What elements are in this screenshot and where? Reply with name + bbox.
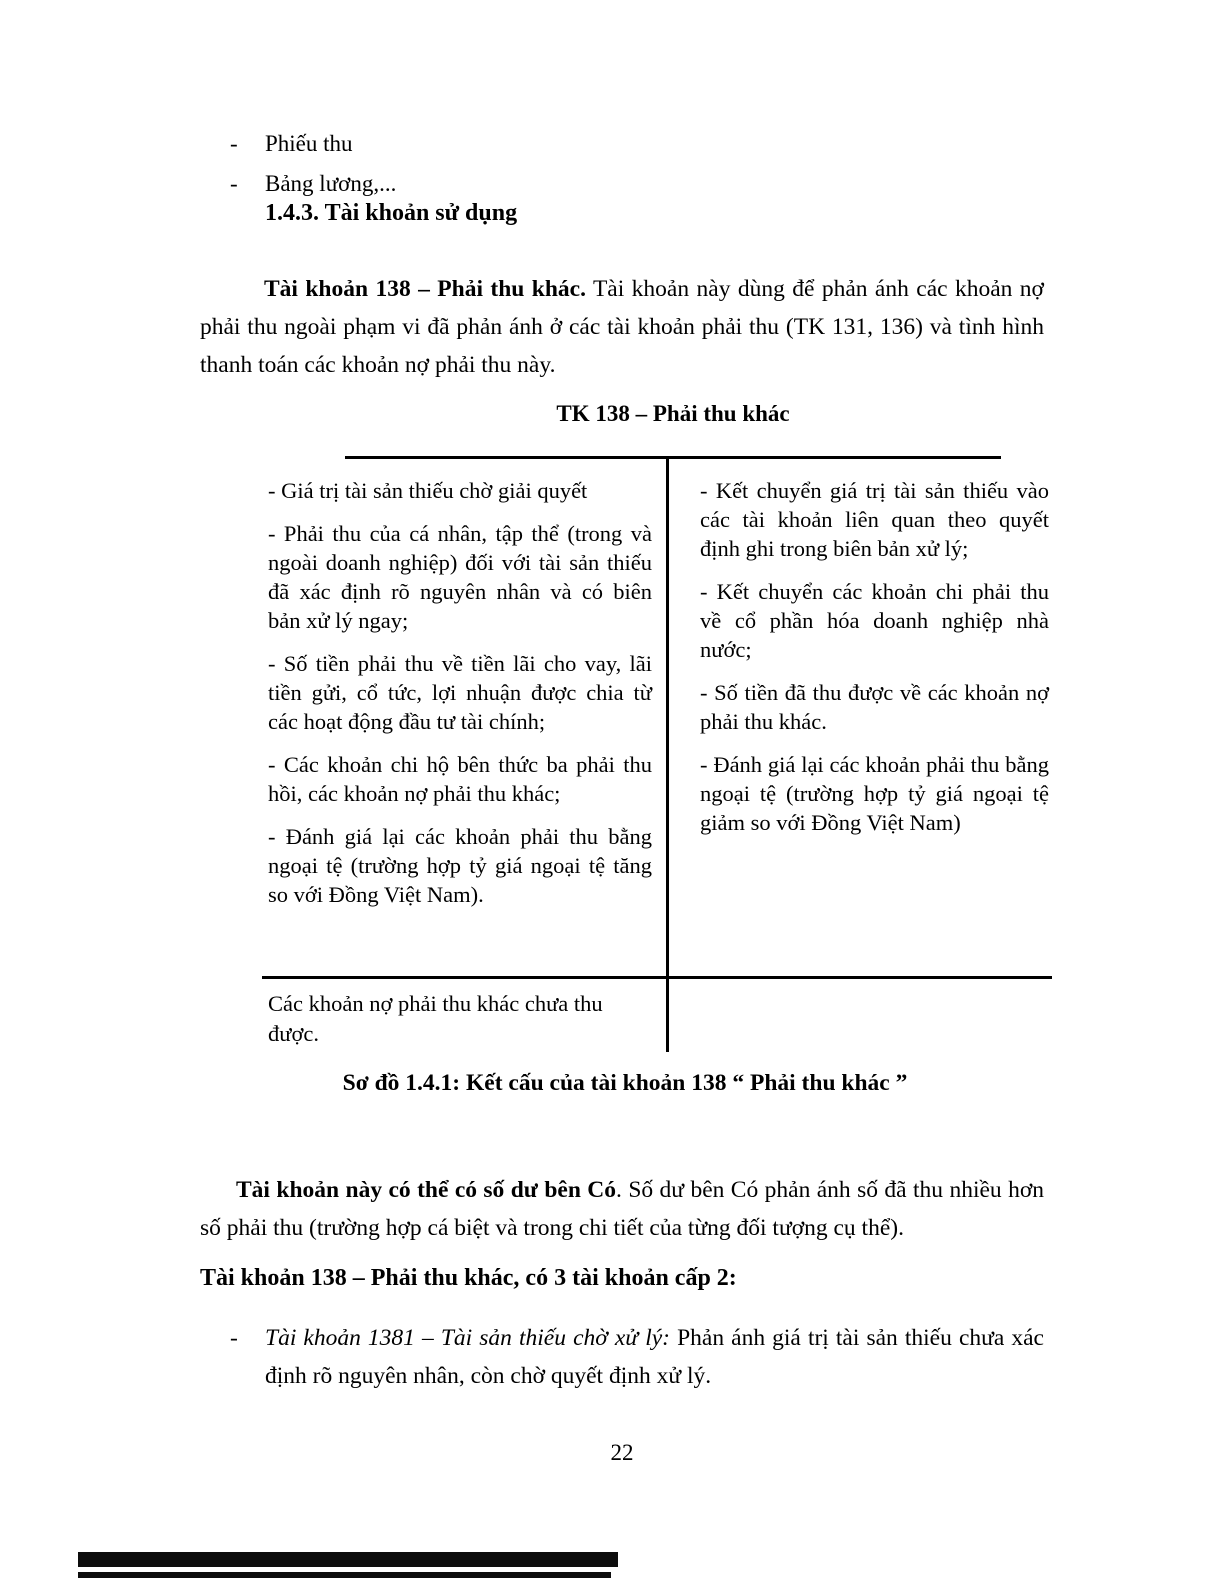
intro-paragraph-lead: Tài khoản 138 – Phải thu khác. — [264, 275, 586, 302]
credit-item: - Đánh giá lại các khoản phải thu bằng ngoại tệ (trường hợp tỷ giá ngoại tệ giảm so với Đồng Việt Nam) — [700, 752, 1049, 835]
credit-item: - Kết chuyển giá trị tài sản thiếu vào các tài khoản liên quan theo quyết định ghi trong biên bản xử lý; — [700, 478, 1049, 561]
debit-item: - Phải thu của cá nhân, tập thể (trong và ngoài doanh nghiệp) đối với tài sản thiếu đã xác định rõ nguyên nhân và có biên bản xử lý ngay; — [268, 521, 652, 633]
credit-item: - Kết chuyển các khoản chi phải thu về cổ phần hóa doanh nghiệp nhà nước; — [700, 579, 1049, 662]
balance-note-body: . Số dư bên Có phản ánh số đã thu nhiều hơn số phải thu (trường hợp cá biệt và trong chi tiết của từng đối tượng cụ thể). — [200, 1176, 1044, 1241]
taccount-credit-column — [700, 476, 1049, 851]
debit-item: - Số tiền phải thu về tiền lãi cho vay, lãi tiền gửi, cổ tức, lợi nhuận được chia từ các hoạt động đầu tư tài chính; — [268, 651, 652, 734]
intro-paragraph — [200, 270, 1044, 384]
list-dash: - — [230, 131, 238, 156]
taccount-divider-line — [666, 456, 669, 1052]
page-number: 22 — [610, 1440, 634, 1465]
figure-caption: Sơ đồ 1.4.1: Kết cấu của tài khoản 138 “ Phải thu khác ” — [342, 1070, 908, 1096]
debit-item: - Đánh giá lại các khoản phải thu bằng ngoại tệ (trường hợp tỷ giá ngoại tệ tăng so với Đồng Việt Nam). — [268, 824, 652, 907]
sub-account-item — [230, 1319, 1044, 1395]
debit-item: - Các khoản chi hộ bên thức ba phải thu hồi, các khoản nợ phải thu khác; — [268, 752, 652, 806]
list-dash: - — [230, 171, 238, 196]
taccount-top-rule — [345, 456, 1001, 459]
taccount-title: TK 138 – Phải thu khác — [556, 401, 790, 426]
taccount-balance-text: Các khoản nợ phải thu khác chưa thu được. — [268, 991, 603, 1046]
intro-paragraph-body: Tài khoản này dùng để phản ánh các khoản nợ phải thu ngoài phạm vi đã phản ánh ở các tài khoản phải thu (TK 131, 136) và tình hình thanh toán các khoản nợ phải thu này. — [200, 275, 1044, 378]
sub-account-name: Tài khoản 1381 – Tài sản thiếu chờ xử lý: — [265, 1325, 670, 1351]
sub-account-item-text — [265, 1319, 1044, 1395]
scan-artifact-bar — [78, 1572, 611, 1578]
sub-account-description: Phản ánh giá trị tài sản thiếu chưa xác định rõ nguyên nhân, còn chờ quyết định xử lý. — [265, 1325, 1044, 1389]
section-heading: 1.4.3. Tài khoản sử dụng — [265, 200, 518, 226]
source-documents-list — [230, 124, 990, 204]
sub-accounts-heading: Tài khoản 138 – Phải thu khác, có 3 tài khoản cấp 2: — [200, 1265, 737, 1291]
credit-item: - Số tiền đã thu được về các khoản nợ phải thu khác. — [700, 680, 1049, 734]
balance-note-lead: Tài khoản này có thể có số dư bên Có — [236, 1176, 617, 1203]
balance-note-paragraph — [200, 1171, 1044, 1247]
list-item-text: Phiếu thu — [265, 131, 353, 156]
taccount-bottom-rule — [262, 976, 1052, 979]
list-item-text: Bảng lương,... — [265, 171, 397, 196]
debit-item: - Giá trị tài sản thiếu chờ giải quyết — [268, 478, 588, 503]
list-item — [230, 124, 990, 164]
list-dash: - — [230, 1325, 238, 1351]
scan-artifact-bar — [78, 1552, 618, 1567]
taccount-debit-column — [268, 476, 652, 923]
